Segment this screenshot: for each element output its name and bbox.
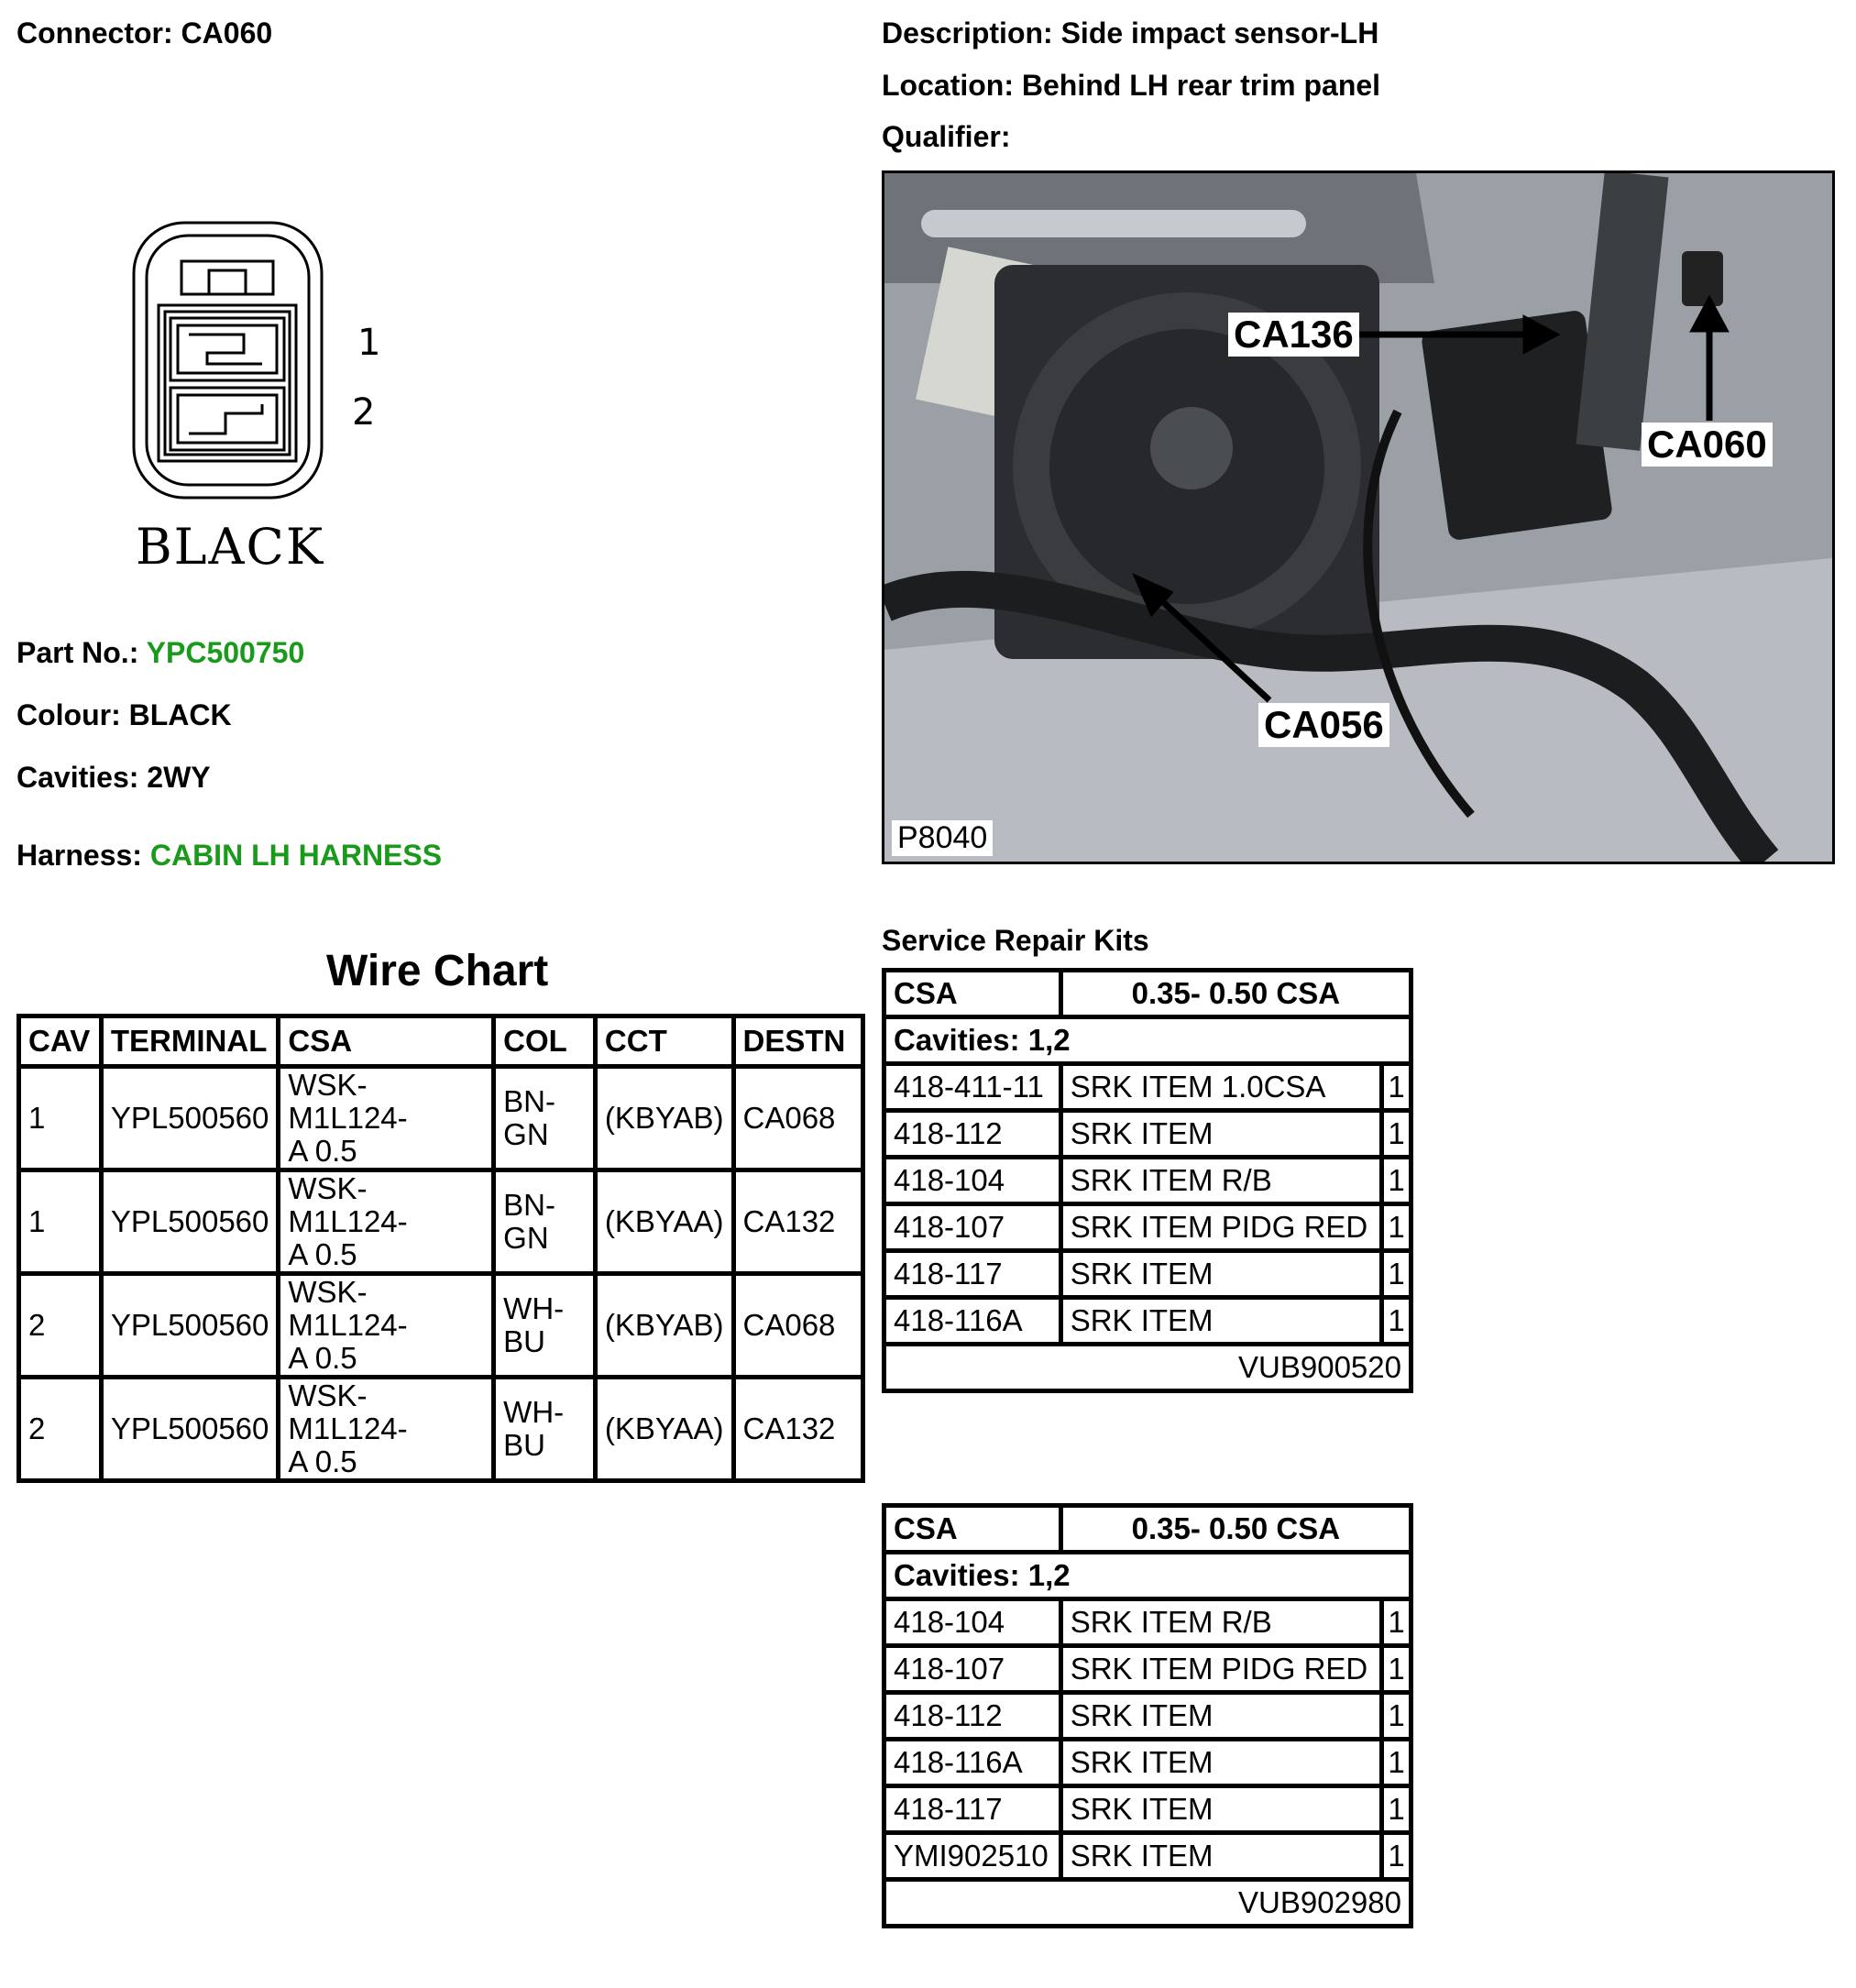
kit-number: VUB900520: [884, 1345, 1411, 1391]
cavities-line: [16, 761, 211, 795]
kit-qty: 1: [1382, 1646, 1411, 1693]
kit-number-row: [884, 1345, 1411, 1391]
cell-col: [494, 1067, 596, 1170]
kit-qty: 1: [1382, 1833, 1411, 1880]
qualifier-line: [882, 120, 1010, 154]
description-label: Description:: [882, 16, 1053, 49]
cavities-value: 2WY: [147, 761, 211, 794]
col-line-1: WH-: [503, 1395, 565, 1429]
kit-cavities-row: [884, 1017, 1411, 1064]
header-terminal: TERMINAL: [101, 1016, 279, 1067]
kit-desc: SRK ITEM PIDG RED: [1060, 1646, 1381, 1693]
kit-desc: SRK ITEM: [1060, 1693, 1381, 1740]
kit-csa-label: CSA: [884, 1506, 1061, 1553]
kit-cavities: Cavities: 1,2: [884, 1553, 1411, 1599]
photo-id: P8040: [892, 820, 993, 856]
header-csa: CSA: [279, 1016, 494, 1067]
table-row: [19, 1170, 863, 1274]
col-line-2: BU: [503, 1324, 546, 1358]
cell-col: [494, 1274, 596, 1378]
cell-terminal: YPL500560: [101, 1170, 279, 1274]
header-col: COL: [494, 1016, 596, 1067]
kit-part: 418-107: [884, 1646, 1061, 1693]
service-kit-table-1: [882, 968, 1413, 1393]
cell-col: [494, 1378, 596, 1481]
harness-label: Harness:: [16, 839, 142, 872]
kit-desc: SRK ITEM: [1060, 1740, 1381, 1786]
connector-housing-inner: [165, 312, 290, 455]
csa-line-1: WSK-M1L124-: [288, 1378, 408, 1445]
cell-terminal: YPL500560: [101, 1378, 279, 1481]
kit-qty: 1: [1382, 1599, 1411, 1646]
header-cav: CAV: [19, 1016, 102, 1067]
cell-terminal: YPL500560: [101, 1274, 279, 1378]
description-value: Side impact sensor-LH: [1060, 16, 1379, 49]
header-destn: DESTN: [733, 1016, 863, 1067]
table-row: [884, 1599, 1411, 1646]
kit-qty: 1: [1382, 1158, 1411, 1204]
col-line-1: BN-: [503, 1188, 556, 1222]
speaker-dust-cap: [1150, 407, 1233, 489]
table-row: [884, 1740, 1411, 1786]
kit-qty: 1: [1382, 1251, 1411, 1298]
kit-part: 418-117: [884, 1251, 1061, 1298]
kit-part: 418-117: [884, 1786, 1061, 1833]
trim-highlight: [921, 210, 1306, 237]
qualifier-label: Qualifier:: [882, 120, 1011, 153]
cell-cav: 2: [19, 1378, 102, 1481]
cavity-2-inner: [178, 395, 277, 443]
cell-destn: CA132: [733, 1378, 863, 1481]
kit-qty: 1: [1382, 1064, 1411, 1111]
service-repair-kits-title: Service Repair Kits: [882, 924, 1149, 957]
table-row: [884, 1111, 1411, 1158]
connector-value: CA060: [181, 16, 273, 49]
table-row: [19, 1067, 863, 1170]
connector-latch-tab: [209, 270, 246, 294]
kit-qty: 1: [1382, 1740, 1411, 1786]
cell-csa: [279, 1170, 494, 1274]
wire-chart-header-row: [19, 1016, 863, 1067]
kit-header-row: [884, 1506, 1411, 1553]
kit-desc: SRK ITEM R/B: [1060, 1599, 1381, 1646]
table-row: [884, 1786, 1411, 1833]
cell-cav: 1: [19, 1170, 102, 1274]
description-line: [882, 16, 1378, 50]
kit-desc: SRK ITEM PIDG RED: [1060, 1204, 1381, 1251]
cell-csa: [279, 1067, 494, 1170]
cell-col: [494, 1170, 596, 1274]
location-photo-illustration: [884, 173, 1832, 862]
kit-part: 418-116A: [884, 1740, 1061, 1786]
csa-line-1: WSK-M1L124-: [288, 1275, 408, 1342]
location-label: Location:: [882, 69, 1014, 102]
kit-desc: SRK ITEM R/B: [1060, 1158, 1381, 1204]
table-row: [884, 1833, 1411, 1880]
kit-part: 418-104: [884, 1158, 1061, 1204]
csa-line-2: A 0.5: [288, 1444, 357, 1478]
wire-chart-title: Wire Chart: [326, 947, 549, 995]
col-line-2: BU: [503, 1428, 546, 1462]
cavity-1-terminal: [189, 335, 262, 364]
table-row: [884, 1158, 1411, 1204]
kit-desc: SRK ITEM 1.0CSA: [1060, 1064, 1381, 1111]
kit-csa-value: 0.35- 0.50 CSA: [1060, 1506, 1411, 1553]
pin-2-number: 2: [352, 391, 376, 434]
part-number-line: [16, 636, 304, 670]
connector-heading: [16, 16, 272, 50]
csa-line-1: WSK-M1L124-: [288, 1171, 408, 1238]
kit-part: YMI902510: [884, 1833, 1061, 1880]
cell-cct: (KBYAA): [595, 1378, 733, 1481]
table-row: [19, 1274, 863, 1378]
col-line-1: BN-: [503, 1084, 556, 1118]
kit-desc: SRK ITEM: [1060, 1298, 1381, 1345]
kit-csa-value: 0.35- 0.50 CSA: [1060, 971, 1411, 1017]
cell-cav: 2: [19, 1274, 102, 1378]
kit-qty: 1: [1382, 1111, 1411, 1158]
wire-chart-table: [16, 1014, 865, 1483]
location-line: [882, 69, 1380, 103]
kit-part: 418-107: [884, 1204, 1061, 1251]
part-number-label: Part No.:: [16, 636, 139, 669]
cell-destn: CA132: [733, 1170, 863, 1274]
cell-cct: (KBYAA): [595, 1170, 733, 1274]
cell-csa: [279, 1274, 494, 1378]
table-row: [884, 1251, 1411, 1298]
harness-line: [16, 839, 442, 873]
kit-part: 418-112: [884, 1111, 1061, 1158]
kit-qty: 1: [1382, 1693, 1411, 1740]
col-line-2: GN: [503, 1117, 549, 1151]
cell-cct: (KBYAB): [595, 1067, 733, 1170]
connector-colour-caption: BLACK: [136, 518, 325, 576]
cell-destn: CA068: [733, 1067, 863, 1170]
kit-number-row: [884, 1880, 1411, 1927]
kit-desc: SRK ITEM: [1060, 1833, 1381, 1880]
kit-cavities-row: [884, 1553, 1411, 1599]
pin-1-number: 1: [357, 322, 381, 364]
kit-desc: SRK ITEM: [1060, 1251, 1381, 1298]
location-value: Behind LH rear trim panel: [1021, 69, 1381, 102]
cell-cav: 1: [19, 1067, 102, 1170]
connector-outer-outline: [134, 223, 322, 498]
col-line-2: GN: [503, 1221, 549, 1255]
kit-desc: SRK ITEM: [1060, 1786, 1381, 1833]
kit-cavities: Cavities: 1,2: [884, 1017, 1411, 1064]
colour-label: Colour:: [16, 698, 121, 731]
cavity-1-inner: [178, 325, 277, 373]
connector-ca060-body: [1682, 251, 1723, 306]
callout-ca056: CA056: [1258, 703, 1389, 747]
cell-csa: [279, 1378, 494, 1481]
cavity-2-frame: [170, 388, 284, 450]
kit-number: VUB902980: [884, 1880, 1411, 1927]
table-row: [884, 1693, 1411, 1740]
table-row: [884, 1064, 1411, 1111]
cavity-2-terminal: [189, 404, 262, 434]
kit-part: 418-112: [884, 1693, 1061, 1740]
connector-label: Connector:: [16, 16, 173, 49]
kit-header-row: [884, 971, 1411, 1017]
table-row: [884, 1204, 1411, 1251]
kit-desc: SRK ITEM: [1060, 1111, 1381, 1158]
table-row: [884, 1298, 1411, 1345]
kit-qty: 1: [1382, 1298, 1411, 1345]
kit-part: 418-104: [884, 1599, 1061, 1646]
service-kit-table-2: [882, 1503, 1413, 1928]
callout-ca136: CA136: [1228, 313, 1359, 357]
col-line-1: WH-: [503, 1291, 565, 1325]
callout-ca060: CA060: [1642, 423, 1773, 467]
header-cct: CCT: [595, 1016, 733, 1067]
table-row: [884, 1646, 1411, 1693]
kit-part: 418-116A: [884, 1298, 1061, 1345]
colour-value: BLACK: [128, 698, 232, 731]
cell-terminal: YPL500560: [101, 1067, 279, 1170]
cell-destn: CA068: [733, 1274, 863, 1378]
location-photo: [882, 170, 1835, 864]
harness-link[interactable]: CABIN LH HARNESS: [149, 839, 443, 872]
kit-qty: 1: [1382, 1786, 1411, 1833]
csa-line-2: A 0.5: [288, 1134, 357, 1168]
kit-csa-label: CSA: [884, 971, 1061, 1017]
csa-line-2: A 0.5: [288, 1341, 357, 1375]
cavities-label: Cavities:: [16, 761, 139, 794]
cavity-1-frame: [170, 318, 284, 380]
connector-latch: [181, 261, 273, 294]
csa-line-1: WSK-M1L124-: [288, 1068, 408, 1135]
table-row: [19, 1378, 863, 1481]
csa-line-2: A 0.5: [288, 1237, 357, 1271]
kit-part: 418-411-11: [884, 1064, 1061, 1111]
cell-cct: (KBYAB): [595, 1274, 733, 1378]
colour-line: [16, 698, 232, 732]
part-number-link[interactable]: YPC500750: [146, 636, 305, 669]
kit-qty: 1: [1382, 1204, 1411, 1251]
